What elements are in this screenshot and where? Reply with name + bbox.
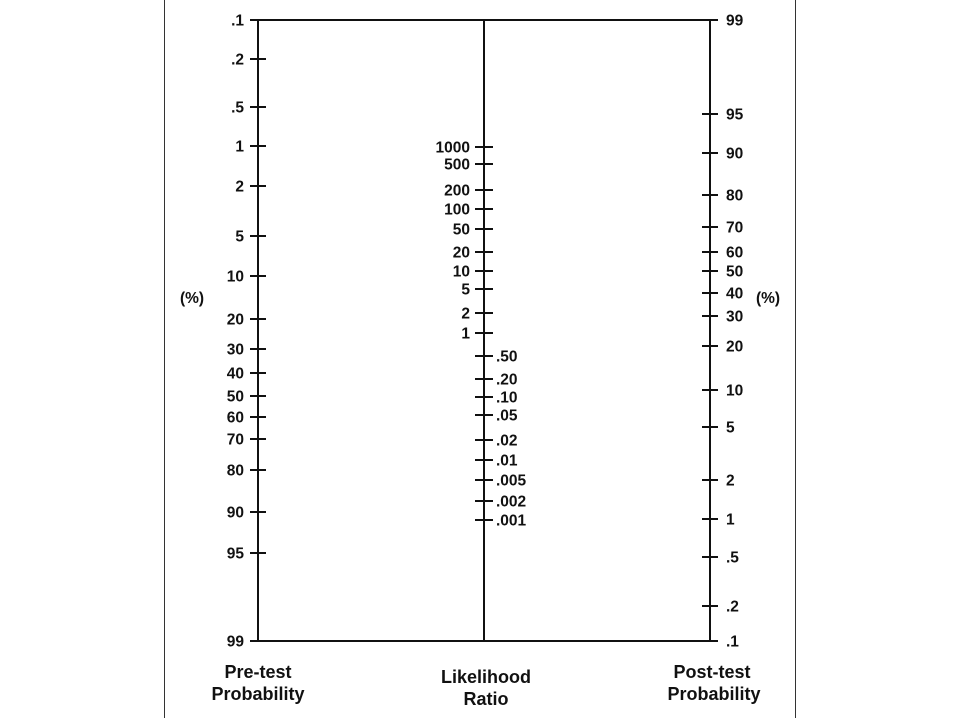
- posttest-title-line2: Probability: [667, 684, 761, 704]
- posttest-unit-label: (%): [755, 290, 781, 307]
- likelihood-tick-label: .02: [496, 432, 518, 450]
- pretest-tick-label: 1: [235, 138, 244, 156]
- pretest-title-line2: Probability: [211, 684, 305, 704]
- posttest-tick-label: 1: [726, 511, 735, 529]
- pretest-tick-label: 2: [235, 178, 244, 196]
- posttest-tick-label: 95: [726, 106, 744, 124]
- likelihood-tick-label: 1: [461, 325, 470, 343]
- pretest-tick-label: 40: [226, 365, 244, 383]
- likelihood-tick-label: 5: [461, 281, 470, 299]
- posttest-tick-label: 20: [726, 338, 744, 356]
- pretest-tick-label: 70: [226, 431, 244, 449]
- likelihood-tick-label: 100: [444, 201, 470, 219]
- pretest-tick-label: 95: [226, 545, 244, 563]
- pretest-tick-label: 5: [235, 228, 244, 246]
- pretest-title-line1: Pre-test: [224, 662, 292, 682]
- likelihood-tick-label: .50: [496, 348, 518, 366]
- posttest-tick-label: 99: [726, 12, 744, 30]
- likelihood-tick-label: .005: [496, 472, 527, 490]
- likelihood-title-line1: Likelihood: [441, 667, 531, 687]
- likelihood-tick-label: 200: [444, 182, 470, 200]
- likelihood-tick-label: 1000: [435, 139, 470, 157]
- posttest-tick-label: 80: [726, 187, 744, 205]
- posttest-tick-label: .1: [726, 633, 739, 651]
- likelihood-tick-label: .002: [496, 493, 527, 511]
- posttest-tick-label: 30: [726, 308, 744, 326]
- pretest-tick-label: 10: [226, 268, 244, 286]
- pretest-tick-label: 90: [226, 504, 244, 522]
- likelihood-tick-label: .20: [496, 371, 518, 389]
- pretest-tick-label: 80: [226, 462, 244, 480]
- likelihood-title-line2: Ratio: [463, 689, 509, 709]
- pretest-tick-label: 30: [226, 341, 244, 359]
- pretest-tick-label: .5: [231, 99, 244, 117]
- posttest-tick-label: 40: [726, 285, 744, 303]
- posttest-tick-label: .5: [726, 549, 739, 567]
- pretest-tick-label: 50: [226, 388, 244, 406]
- likelihood-tick-label: 2: [461, 305, 470, 323]
- pretest-unit-label: (%): [179, 290, 205, 307]
- likelihood-tick-label: .05: [496, 407, 518, 425]
- likelihood-tick-label: .10: [496, 389, 518, 407]
- posttest-title-line1: Post-test: [673, 662, 751, 682]
- posttest-tick-label: 70: [726, 219, 744, 237]
- posttest-tick-label: 5: [726, 419, 735, 437]
- pretest-tick-label: 20: [226, 311, 244, 329]
- likelihood-tick-label: 50: [452, 221, 470, 239]
- likelihood-tick-label: 20: [452, 244, 470, 262]
- posttest-tick-label: 10: [726, 382, 744, 400]
- likelihood-tick-label: 10: [452, 263, 470, 281]
- posttest-tick-label: .2: [726, 598, 739, 616]
- posttest-tick-label: 60: [726, 244, 744, 262]
- likelihood-tick-label: .001: [496, 512, 527, 530]
- posttest-tick-label: 50: [726, 263, 744, 281]
- pretest-tick-label: .1: [231, 12, 244, 30]
- pretest-tick-label: 99: [226, 633, 244, 651]
- posttest-tick-label: 2: [726, 472, 735, 490]
- posttest-tick-label: 90: [726, 145, 744, 163]
- likelihood-tick-label: .01: [496, 452, 518, 470]
- likelihood-tick-label: 500: [444, 156, 470, 174]
- pretest-tick-label: .2: [231, 51, 244, 69]
- pretest-tick-label: 60: [226, 409, 244, 427]
- tick-labels: [227, 13, 744, 651]
